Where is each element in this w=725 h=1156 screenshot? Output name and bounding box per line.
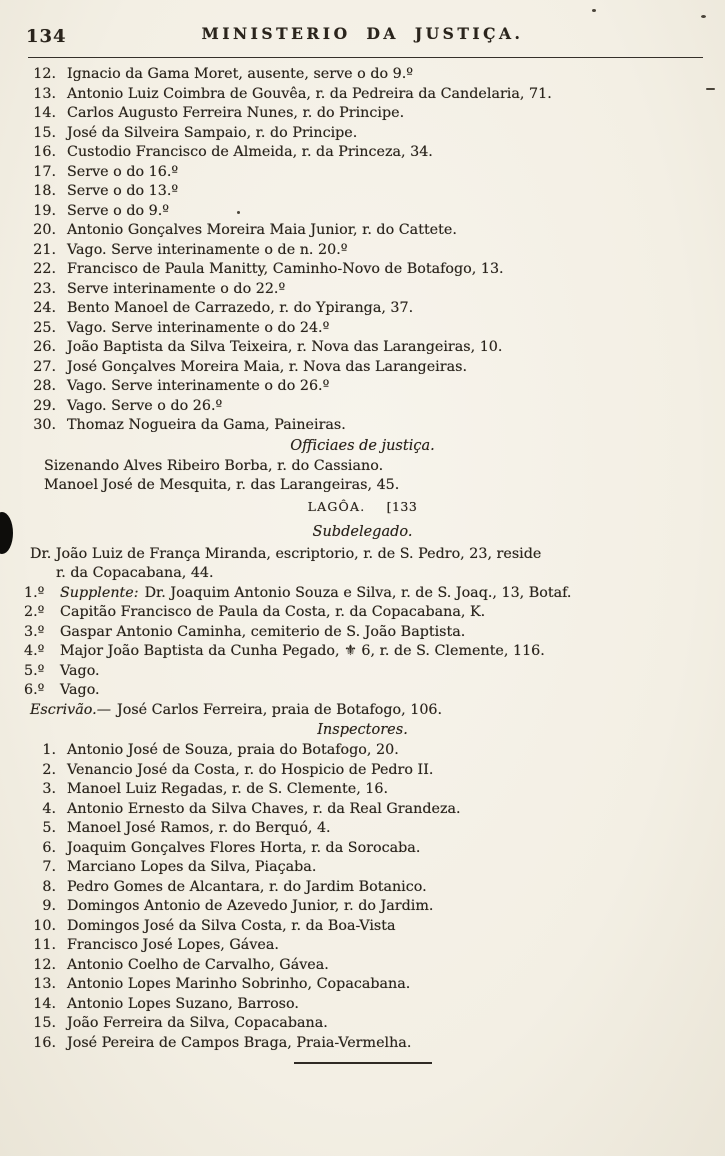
precinct-list-item bbox=[18, 338, 707, 358]
ink-speck bbox=[706, 88, 715, 90]
item-text: Antonio Lopes Marinho Sobrinho, Copacabana. bbox=[67, 976, 411, 992]
item-number: 3. bbox=[42, 781, 56, 797]
inspector-list-item bbox=[18, 897, 707, 917]
precinct-list-item bbox=[18, 416, 707, 436]
escrivao-entry bbox=[18, 701, 707, 721]
precinct-list-item bbox=[18, 163, 707, 183]
escrivao-text: José Carlos Ferreira, praia de Botafogo, 106. bbox=[117, 701, 443, 718]
inspector-list-item bbox=[18, 839, 707, 859]
item-number: 6. bbox=[42, 839, 56, 856]
ink-speck bbox=[701, 15, 706, 18]
item-text: Serve o do 13.º bbox=[67, 183, 179, 199]
escrivao-label: Escrivão.— bbox=[30, 701, 111, 718]
item-text: Pedro Gomes de Alcantara, r. do Jardim Botanico. bbox=[67, 878, 427, 895]
item-text: Bento Manoel de Carrazedo, r. do Ypiranga, 37. bbox=[67, 300, 414, 316]
item-text: Carlos Augusto Ferreira Nunes, r. do Principe. bbox=[67, 105, 405, 121]
item-text: Domingos José da Silva Costa, r. da Boa-Vista bbox=[67, 917, 396, 934]
inspector-list-item bbox=[18, 761, 707, 781]
item-number: 13. bbox=[33, 976, 56, 992]
item-text: Serve interinamente o do 22.º bbox=[67, 280, 286, 297]
item-text: Vago. Serve interinamente o do 24.º bbox=[67, 319, 330, 336]
item-text: Gaspar Antonio Caminha, cemiterio de S. João Baptista. bbox=[60, 623, 466, 640]
item-ordinal: 3.º bbox=[24, 623, 45, 640]
item-text: Major João Baptista da Cunha Pegado, ⚜ 6, r. de S. Clemente, 116. bbox=[60, 643, 545, 659]
item-text: Vago. Serve interinamente o do 26.º bbox=[67, 378, 330, 394]
inspector-list-item bbox=[18, 819, 707, 839]
item-text: Custodio Francisco de Almeida, r. da Princeza, 34. bbox=[67, 144, 433, 160]
item-text: Antonio Coelho de Carvalho, Gávea. bbox=[67, 956, 329, 973]
precinct-list-item bbox=[18, 202, 707, 222]
item-number: 10. bbox=[33, 917, 56, 934]
item-text: Venancio José da Costa, r. do Hospicio de Pedro II. bbox=[67, 761, 434, 778]
item-text: r. da Copacabana, 44. bbox=[56, 565, 214, 581]
item-ordinal: 5.º bbox=[24, 662, 45, 679]
item-text: Sizenando Alves Ribeiro Borba, r. do Cassiano. bbox=[44, 457, 384, 474]
item-number: 28. bbox=[33, 378, 56, 394]
precinct-list-item bbox=[18, 143, 707, 163]
catchword: [133 bbox=[386, 498, 418, 514]
item-number: 5. bbox=[42, 820, 56, 836]
item-text: Francisco José Lopes, Gávea. bbox=[67, 937, 279, 953]
ink-speck bbox=[592, 9, 596, 12]
item-text: Vago. bbox=[60, 682, 100, 698]
item-number: 22. bbox=[33, 261, 56, 277]
item-text: José da Silveira Sampaio, r. do Principe. bbox=[67, 124, 358, 141]
precinct-list bbox=[18, 65, 707, 436]
item-text: Antonio Luiz Coimbra de Gouvêa, r. da Pedreira da Candelaria, 71. bbox=[67, 85, 552, 102]
precinct-list-item bbox=[18, 299, 707, 319]
supplentes-list bbox=[18, 584, 707, 701]
item-text: Manoel Luiz Regadas, r. de S. Clemente, 16. bbox=[67, 781, 389, 797]
item-text: Domingos Antonio de Azevedo Junior, r. do Jardim. bbox=[67, 898, 434, 914]
precinct-list-item bbox=[18, 241, 707, 261]
officiaes-list bbox=[18, 457, 707, 496]
item-number: 14. bbox=[33, 105, 56, 121]
inspector-list-item bbox=[18, 975, 707, 995]
item-text: João Baptista da Silva Teixeira, r. Nova das Larangeiras, 10. bbox=[67, 339, 503, 355]
item-text: Capitão Francisco de Paula da Costa, r. da Copacabana, K. bbox=[60, 604, 486, 620]
item-number: 15. bbox=[33, 124, 56, 141]
supplente-item bbox=[18, 584, 707, 604]
item-text: José Gonçalves Moreira Maia, r. Nova das Larangeiras. bbox=[67, 358, 467, 375]
precinct-list-item bbox=[18, 65, 707, 85]
item-number: 15. bbox=[33, 1015, 56, 1031]
inspector-list-item bbox=[18, 995, 707, 1015]
inspectores-list bbox=[18, 741, 707, 1053]
item-text: Antonio Ernesto da Silva Chaves, r. da Real Grandeza. bbox=[67, 800, 461, 817]
subdelegado-heading: Subdelegado. bbox=[312, 523, 413, 540]
item-text: João Ferreira da Silva, Copacabana. bbox=[67, 1015, 328, 1031]
item-number: 30. bbox=[33, 417, 56, 433]
officiaes-list-item bbox=[18, 476, 707, 496]
item-number: 13. bbox=[33, 85, 56, 102]
precinct-list-item bbox=[18, 260, 707, 280]
item-number: 27. bbox=[33, 358, 56, 375]
item-ordinal: 4.º bbox=[24, 643, 45, 659]
item-text: Vago. bbox=[60, 662, 100, 679]
precinct-list-item bbox=[18, 319, 707, 339]
item-text: Antonio Lopes Suzano, Barroso. bbox=[67, 995, 299, 1012]
precinct-list-item bbox=[18, 280, 707, 300]
inspectores-heading: Inspectores. bbox=[317, 722, 408, 738]
inspector-list-item bbox=[18, 800, 707, 820]
item-number: 25. bbox=[33, 319, 56, 336]
item-number: 4. bbox=[42, 800, 56, 817]
item-text: Thomaz Nogueira da Gama, Paineiras. bbox=[67, 417, 346, 433]
item-number: 2. bbox=[42, 761, 56, 778]
item-text: Antonio José de Souza, praia do Botafogo, 20. bbox=[67, 742, 399, 758]
inspector-list-item bbox=[18, 1034, 707, 1054]
item-number: 23. bbox=[33, 280, 56, 297]
item-number: 18. bbox=[33, 183, 56, 199]
precinct-list-item bbox=[18, 124, 707, 144]
item-text: Serve o do 16.º bbox=[67, 163, 179, 180]
subdelegado-entry-line1 bbox=[18, 545, 707, 565]
lagoa-heading bbox=[18, 496, 707, 518]
item-text: Vago. Serve interinamente o de n. 20.º bbox=[67, 241, 348, 258]
officiaes-heading: Officiaes de justiça. bbox=[290, 437, 435, 454]
item-number: 29. bbox=[33, 397, 56, 414]
page-header bbox=[18, 24, 707, 52]
inspector-list-item bbox=[18, 956, 707, 976]
inspector-list-item bbox=[18, 936, 707, 956]
item-number: 7. bbox=[42, 859, 56, 875]
item-number: 19. bbox=[33, 202, 56, 219]
bottom-rule bbox=[294, 1062, 432, 1064]
inspector-list-item bbox=[18, 1014, 707, 1034]
item-role-label: Supplente: bbox=[60, 584, 139, 601]
item-text: Dr. Joaquim Antonio Souza e Silva, r. de S. Joaq., 13, Botaf. bbox=[144, 584, 572, 601]
lagoa-title: LAGÔA. bbox=[307, 498, 366, 514]
item-number: 14. bbox=[33, 995, 56, 1012]
item-number: 20. bbox=[33, 222, 56, 238]
supplente-item bbox=[18, 603, 707, 623]
page-number: 134 bbox=[26, 26, 67, 47]
item-number: 16. bbox=[33, 144, 56, 160]
inspector-list-item bbox=[18, 917, 707, 937]
item-number: 12. bbox=[33, 956, 56, 973]
supplente-item bbox=[18, 681, 707, 701]
item-text: Dr. João Luiz de França Miranda, escriptorio, r. de S. Pedro, 23, reside bbox=[30, 545, 542, 562]
item-number: 17. bbox=[33, 163, 56, 180]
item-number: 12. bbox=[33, 66, 56, 82]
item-text: Manoel José Ramos, r. do Berquó, 4. bbox=[67, 820, 331, 836]
item-text: Antonio Gonçalves Moreira Maia Junior, r. do Cattete. bbox=[67, 222, 457, 238]
supplente-item bbox=[18, 623, 707, 643]
supplente-item bbox=[18, 642, 707, 662]
ink-speck bbox=[237, 211, 240, 214]
inspector-list-item bbox=[18, 780, 707, 800]
item-ordinal: 6.º bbox=[24, 682, 45, 698]
item-text: José Pereira de Campos Braga, Praia-Vermelha. bbox=[67, 1034, 412, 1051]
item-ordinal: 1.º bbox=[24, 584, 45, 601]
precinct-list-item bbox=[18, 397, 707, 417]
item-number: 26. bbox=[33, 339, 56, 355]
item-number: 21. bbox=[33, 241, 56, 258]
precinct-list-item bbox=[18, 104, 707, 124]
precinct-list-item bbox=[18, 221, 707, 241]
supplente-item bbox=[18, 662, 707, 682]
officiaes-list-item bbox=[18, 457, 707, 477]
subdelegado-entry-line2 bbox=[18, 564, 707, 584]
item-number: 11. bbox=[33, 937, 56, 953]
item-ordinal: 2.º bbox=[24, 604, 45, 620]
precinct-list-item bbox=[18, 358, 707, 378]
item-number: 8. bbox=[42, 878, 56, 895]
precinct-list-item bbox=[18, 182, 707, 202]
precinct-list-item bbox=[18, 377, 707, 397]
item-text: Marciano Lopes da Silva, Piaçaba. bbox=[67, 859, 317, 875]
item-text: Francisco de Paula Manitty, Caminho-Novo de Botafogo, 13. bbox=[67, 261, 504, 277]
item-text: Ignacio da Gama Moret, ausente, serve o do 9.º bbox=[67, 66, 413, 82]
item-text: Manoel José de Mesquita, r. das Larangeiras, 45. bbox=[44, 477, 400, 493]
item-text: Serve o do 9.º bbox=[67, 202, 169, 219]
inspector-list-item bbox=[18, 858, 707, 878]
item-number: 24. bbox=[33, 300, 56, 316]
precinct-list-item bbox=[18, 85, 707, 105]
item-text: Joaquim Gonçalves Flores Horta, r. da Sorocaba. bbox=[67, 839, 421, 856]
item-number: 9. bbox=[42, 898, 56, 914]
inspector-list-item bbox=[18, 741, 707, 761]
inspector-list-item bbox=[18, 878, 707, 898]
header-rule bbox=[28, 57, 703, 58]
item-number: 16. bbox=[33, 1034, 56, 1051]
page-title: MINISTERIO DA JUSTIÇA. bbox=[201, 24, 524, 43]
item-text: Vago. Serve o do 26.º bbox=[67, 397, 223, 414]
item-number: 1. bbox=[42, 742, 56, 758]
